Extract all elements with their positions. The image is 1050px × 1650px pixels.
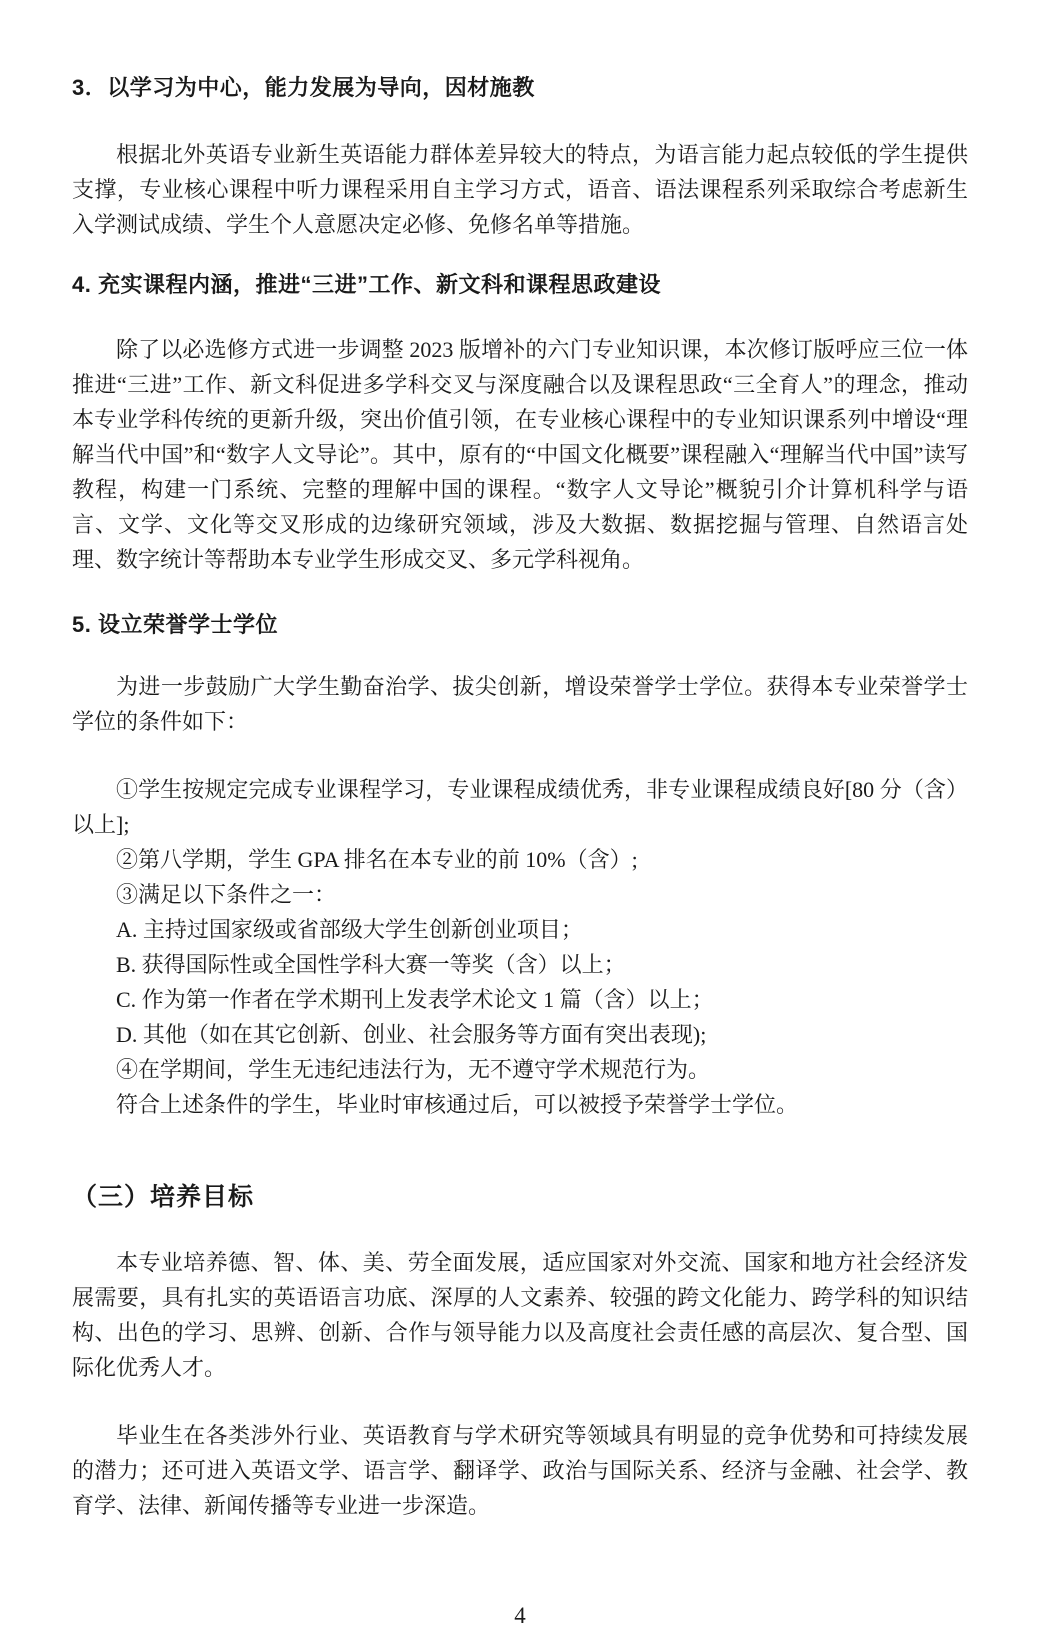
paragraph-objectives-2: 毕业生在各类涉外行业、英语教育与学术研究等领域具有明显的竞争优势和可持续发展的潜力；还可进入英语文学、语言学、翻译学、政治与国际关系、经济与金融、社会学、教育学、法律、新闻传播等专业进一步深造。 [72, 1423, 968, 1518]
condition-item-1: ①学生按规定完成专业课程学习，专业课程成绩优秀，非专业课程成绩良好[80 分（含）以上]; [72, 777, 968, 837]
condition-item-3b: B. 获得国际性或全国性学科大赛一等奖（含）以上； [116, 952, 626, 977]
condition-item-2: ②第八学期，学生 GPA 排名在本专业的前 10%（含）; [116, 847, 638, 872]
condition-item-3: ③满足以下条件之一： [116, 882, 337, 907]
condition-item-3d: D. 其他（如在其它创新、创业、社会服务等方面有突出表现); [116, 1022, 707, 1047]
condition-item-3a: A. 主持过国家级或省部级大学生创新创业项目； [116, 917, 583, 942]
condition-item-3c: C. 作为第一作者在学术期刊上发表学术论文 1 篇（含）以上； [116, 987, 714, 1012]
heading-training-objectives: （三）培养目标 [72, 1183, 255, 1211]
condition-item-4: ④在学期间，学生无违纪违法行为，无不遵守学术规范行为。 [116, 1057, 711, 1082]
heading-section-5: 5. 设立荣誉学士学位 [72, 612, 278, 637]
paragraph-section-5-intro: 为进一步鼓励广大学生勤奋治学、拔尖创新，增设荣誉学士学位。获得本专业荣誉学士学位的条件如下： [72, 674, 968, 734]
page-number: 4 [514, 1603, 526, 1628]
paragraph-section-3-body: 根据北外英语专业新生英语能力群体差异较大的特点，为语言能力起点较低的学生提供支撑，专业核心课程中听力课程采用自主学习方式，语音、语法课程系列采取综合考虑新生入学测试成绩、学生个人意愿决定必修、免修名单等措施。 [72, 142, 968, 237]
honor-degree-conditions-list [72, 772, 968, 1122]
heading-section-3: 3．以学习为中心，能力发展为导向，因材施教 [72, 75, 535, 100]
condition-closing-statement: 符合上述条件的学生，毕业时审核通过后，可以被授予荣誉学士学位。 [116, 1092, 799, 1117]
paragraph-section-4-body: 除了以必选修方式进一步调整 2023 版增补的六门专业知识课，本次修订版呼应三位一体推进“三进”工作、新文科促进多学科交叉与深度融合以及课程思政“三全育人”的理念，推动本专业学科传统的更新升级，突出价值引领，在专业核心课程中的专业知识课系列中增设“理解当代中国”和“数字人文导论”。其中，原有的“中国文化概要”课程融入“理解当代中国”读写教程，构建一门系统、完整的理解中国的课程。“数字人文导论”概貌引介计算机科学与语言、文学、文化等交叉形成的边缘研究领域，涉及大数据、数据挖掘与管理、自然语言处理、数字统计等帮助本专业学生形成交叉、多元学科视角。 [72, 337, 968, 572]
heading-section-4: 4. 充实课程内涵，推进“三进”工作、新文科和课程思政建设 [72, 272, 661, 297]
paragraph-objectives-1: 本专业培养德、智、体、美、劳全面发展，适应国家对外交流、国家和地方社会经济发展需要，具有扎实的英语语言功底、深厚的人文素养、较强的跨文化能力、跨学科的知识结构、出色的学习、思辨、创新、合作与领导能力以及高度社会责任感的高层次、复合型、国际化优秀人才。 [72, 1250, 968, 1380]
page-content [72, 0, 968, 1523]
